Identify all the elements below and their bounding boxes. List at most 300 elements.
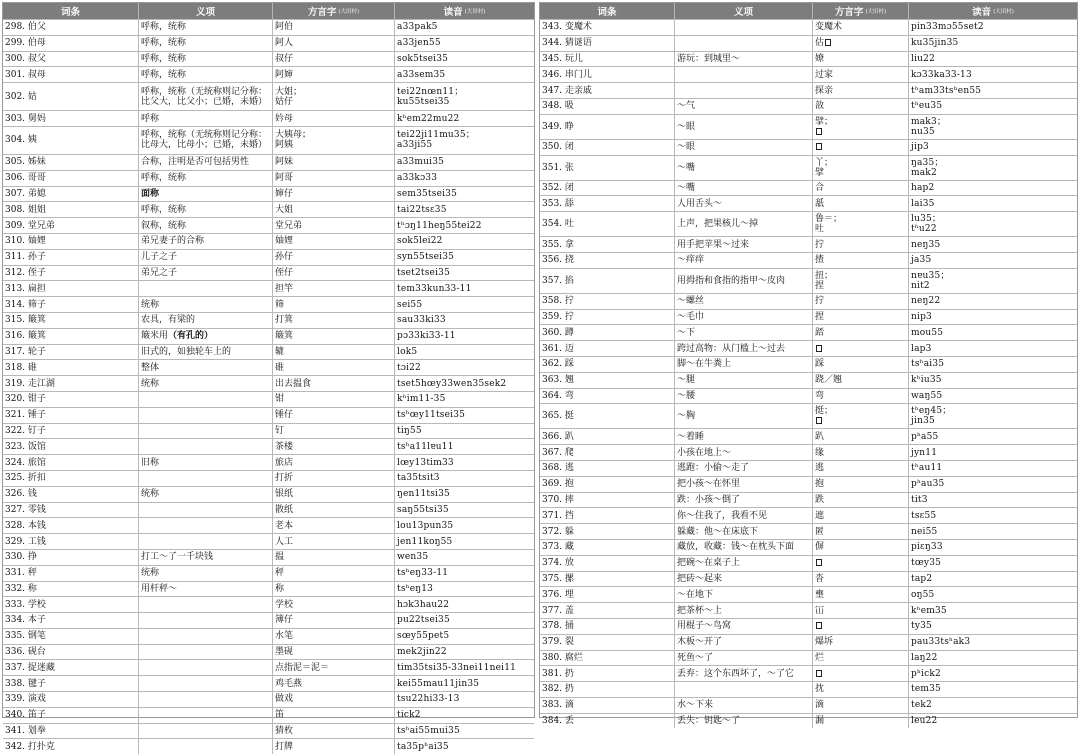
dialect-char-text: 擘； <box>815 116 834 127</box>
term-cell: 366. 趴 <box>540 429 675 444</box>
dialect-char-text: 学校 <box>275 599 294 610</box>
dialect-char-wrap <box>275 584 284 594</box>
dialect-char-cell <box>273 111 395 126</box>
meaning-cell: 合称，注明是否可包括男性 <box>139 155 273 170</box>
dialect-char-wrap <box>275 221 302 231</box>
table-row <box>3 186 534 202</box>
term-cell: 335. 钢笔 <box>3 629 139 644</box>
dialect-char-wrap <box>275 505 293 515</box>
dialect-char-wrap <box>275 236 293 246</box>
pronunciation-cell: kei55mau11jin35 <box>397 678 480 689</box>
dialect-char-text: 跷／翘 <box>815 375 843 386</box>
dialect-char-text: 沓 <box>815 573 825 584</box>
dialect-char-text: 打折 <box>275 473 294 484</box>
term-cell: 383. 滴 <box>540 698 675 713</box>
meaning-cell: 小孩在地上～ <box>675 445 813 460</box>
dialect-char-text: 打箕 <box>275 315 294 326</box>
dialect-char-wrap <box>275 157 293 167</box>
dialect-char-wrap <box>815 574 824 584</box>
pronunciation-cell: a33pak5 <box>397 22 438 33</box>
pronunciation-cell: hɔk3hau22 <box>397 599 450 610</box>
table-header <box>540 3 1077 19</box>
dialect-char-wrap <box>815 359 824 369</box>
table-row <box>540 523 1077 539</box>
dialect-char-text: 老本 <box>275 520 294 531</box>
pronunciation-cell: tʰeŋ45； jin35 <box>911 406 952 427</box>
meaning-cell: 用杆秤～ <box>139 582 273 597</box>
pronunciation-cell: tɔi22 <box>397 362 421 373</box>
term-cell: 372. 躲 <box>540 524 675 539</box>
dialect-char-text: 碓 <box>275 362 285 373</box>
meaning-cell: ～嘴 <box>675 156 813 180</box>
pronunciation-cell: ku35jin35 <box>911 38 959 49</box>
dialect-char-text: 钉 <box>275 425 285 436</box>
pronunciation-cell: sei55 <box>397 299 423 310</box>
meaning-cell: 躲藏：他～在床底下 <box>675 524 813 539</box>
dialect-char-text: 抌 <box>815 684 825 695</box>
meaning-cell: 弟兄之子 <box>139 266 273 281</box>
meaning-cell <box>675 36 813 51</box>
meaning-cell: 把碗～在桌子上 <box>675 556 813 571</box>
dialect-char-cell <box>813 666 909 681</box>
term-cell: 369. 抱 <box>540 477 675 492</box>
dialect-char-wrap <box>275 615 293 625</box>
dialect-char-cell <box>813 156 909 180</box>
dialect-char-wrap <box>275 205 293 215</box>
meaning-cell: 死鱼～了 <box>675 651 813 666</box>
dialect-char-text: 揸 <box>815 255 825 266</box>
pronunciation-cell: tai22tsɛ35 <box>397 204 447 215</box>
dialect-char-cell <box>813 587 909 602</box>
term-cell: 312. 侄子 <box>3 266 139 281</box>
pronunciation-cell: tick2 <box>397 710 421 721</box>
dialect-char-cell <box>273 534 395 549</box>
table-row <box>540 293 1077 309</box>
term-cell: 361. 迈 <box>540 341 675 356</box>
term-cell: 339. 演戏 <box>3 692 139 707</box>
dialect-char-cell <box>273 739 395 754</box>
meaning-cell: 游玩：到城里～ <box>675 52 813 67</box>
dialect-char-text: 鸡毛燕 <box>275 678 303 689</box>
dialect-char-cell <box>273 171 395 186</box>
dialect-char-text: 钳 <box>275 394 285 405</box>
dialect-char-cell <box>273 345 395 360</box>
dialect-char-wrap <box>275 379 311 389</box>
term-cell: 320. 钳子 <box>3 392 139 407</box>
dialect-char-text: 大姐 <box>275 204 294 215</box>
pronunciation-cell: ŋen11tsi35 <box>397 489 450 500</box>
dialect-char-text: 估 <box>815 38 825 49</box>
pronunciation-cell: tim35tsi35-33nei11nei11 <box>397 662 517 673</box>
pronunciation-cell: a33mui35 <box>397 157 445 168</box>
pronunciation-cell: lu35； tʰu22 <box>911 214 942 235</box>
meaning-cell: ～胸 <box>675 404 813 428</box>
dialect-char-cell <box>813 477 909 492</box>
dialect-char-cell <box>813 619 909 634</box>
missing-glyph-box <box>816 417 822 424</box>
table-row <box>540 324 1077 340</box>
header-pronunciation <box>909 3 1077 19</box>
meaning-cell <box>139 392 273 407</box>
dialect-char-cell <box>813 508 909 523</box>
dialect-char-cell <box>273 250 395 265</box>
table-row <box>3 454 534 470</box>
dialect-char-wrap <box>815 271 833 291</box>
pronunciation-cell: hap2 <box>911 182 935 193</box>
term-cell: 300. 叔父 <box>3 52 139 67</box>
term-cell: 359. 拧 <box>540 310 675 325</box>
dialect-char-text: 踎 <box>815 327 825 338</box>
table-row <box>3 723 534 739</box>
dialect-char-wrap <box>275 647 293 657</box>
pronunciation-cell: ŋa35； mak2 <box>911 157 944 178</box>
dialect-char-cell <box>273 297 395 312</box>
dialect-char-cell <box>273 20 395 35</box>
meaning-cell: 丢弃：这个东西坏了，～了它 <box>675 666 813 681</box>
dialect-char-wrap <box>815 328 824 338</box>
term-cell: 377. 盖 <box>540 603 675 618</box>
dialect-char-cell <box>273 313 395 328</box>
dialect-char-text: 偋 <box>815 542 825 553</box>
dialect-char-wrap <box>275 473 293 483</box>
meaning-cell <box>139 424 273 439</box>
term-cell: 342. 打扑克 <box>3 739 139 754</box>
meaning-cell: 水～下来 <box>675 698 813 713</box>
meaning-cell <box>139 408 273 423</box>
meaning-text: 簸米用 <box>141 331 169 342</box>
table-row <box>3 154 534 170</box>
pronunciation-cell: pɔ33ki33-11 <box>397 331 456 342</box>
meaning-cell: 用棍子～鸟窝 <box>675 619 813 634</box>
dialect-char-cell <box>813 682 909 697</box>
dialect-char-wrap <box>275 521 293 531</box>
dialect-char-cell <box>273 202 395 217</box>
term-cell: 360. 蹲 <box>540 325 675 340</box>
dialect-char-text: 敨 <box>815 101 825 112</box>
dialect-char-text: 旅店 <box>275 457 294 468</box>
dialect-char-cell <box>813 429 909 444</box>
pronunciation-cell: mak3； nu35 <box>911 116 947 137</box>
table-row <box>540 634 1077 650</box>
term-cell: 336. 砚台 <box>3 645 139 660</box>
term-cell: 337. 捉迷藏 <box>3 660 139 675</box>
vocabulary-table-left <box>2 2 535 752</box>
dialect-char-cell <box>813 212 909 236</box>
dialect-char-wrap <box>815 700 824 710</box>
table-row <box>3 82 534 110</box>
term-cell: 384. 丢 <box>540 714 675 729</box>
pronunciation-cell: mek2jin22 <box>397 647 447 658</box>
dialect-char-cell <box>813 20 909 35</box>
pronunciation-cell: pʰau35 <box>911 479 945 490</box>
meaning-cell: 统称 <box>139 297 273 312</box>
meaning-cell: 把小孩～在怀里 <box>675 477 813 492</box>
term-cell: 338. 毽子 <box>3 676 139 691</box>
term-cell: 306. 哥哥 <box>3 171 139 186</box>
term-cell: 382. 扔 <box>540 682 675 697</box>
dialect-char-wrap <box>815 214 842 234</box>
meaning-cell: 脚～在牛粪上 <box>675 357 813 372</box>
dialect-char-wrap <box>815 391 824 401</box>
dialect-char-cell <box>813 461 909 476</box>
meaning-cell: 旧式的，如独轮车上的 <box>139 345 273 360</box>
table-row <box>3 249 534 265</box>
dialect-char-text: 嫽 <box>815 53 825 64</box>
header-term-label: 词条 <box>60 7 80 18</box>
table-row <box>540 19 1077 35</box>
table-row <box>3 644 534 660</box>
header-dialect-char-label: 方言字 <box>834 7 864 18</box>
pronunciation-cell: tsʰa11lɐu11 <box>397 441 454 452</box>
dialect-char-wrap <box>815 86 833 96</box>
dialect-char-wrap <box>815 669 822 679</box>
dialect-char-cell <box>273 566 395 581</box>
term-cell: 333. 学校 <box>3 597 139 612</box>
table-row <box>540 539 1077 555</box>
term-cell: 356. 挠 <box>540 253 675 268</box>
dialect-char-cell <box>813 493 909 508</box>
dialect-char-cell <box>813 99 909 114</box>
table-row <box>540 114 1077 139</box>
meaning-cell: 逃跑：小偷～走了 <box>675 461 813 476</box>
dialect-char-text: 秤 <box>275 568 285 579</box>
term-cell: 309. 堂兄弟 <box>3 218 139 233</box>
meaning-cell <box>139 739 273 754</box>
pronunciation-cell: tʰam33tsʰen55 <box>911 85 982 96</box>
dialect-char-cell <box>273 155 395 170</box>
dialect-char-cell <box>813 404 909 428</box>
dialect-char-text: 鲁＝； 吐 <box>815 214 843 235</box>
pronunciation-cell: tset5hœy33wen35sek2 <box>397 378 507 389</box>
term-cell: 315. 簸箕 <box>3 313 139 328</box>
term-cell: 321. 锤子 <box>3 408 139 423</box>
dialect-char-text: 妯娌 <box>275 236 294 247</box>
missing-glyph-box <box>816 622 822 629</box>
meaning-cell <box>139 503 273 518</box>
meaning-cell: 农具，有梁的 <box>139 313 273 328</box>
missing-glyph-box <box>816 559 822 566</box>
table-row <box>540 713 1077 729</box>
dialect-char-text: 侄仔 <box>275 267 294 278</box>
dialect-char-wrap <box>815 542 824 552</box>
term-cell: 376. 埋 <box>540 587 675 602</box>
term-cell: 362. 踩 <box>540 357 675 372</box>
dialect-char-cell <box>813 115 909 139</box>
dialect-char-text: 人工 <box>275 536 294 547</box>
table-row <box>540 51 1077 67</box>
dialect-char-text: 笛 <box>275 710 285 721</box>
meaning-cell: ～气 <box>675 99 813 114</box>
table-row <box>540 476 1077 492</box>
dialect-char-wrap <box>815 344 822 354</box>
missing-glyph-box <box>816 128 822 135</box>
dialect-char-cell <box>813 52 909 67</box>
dialect-char-wrap <box>815 312 824 322</box>
dialect-char-text: 抱 <box>815 479 825 490</box>
pronunciation-cell: tem33kun33-11 <box>397 283 472 294</box>
table-row <box>3 51 534 67</box>
dialect-char-text: 阿妹 <box>275 157 294 168</box>
dialect-char-text: 揾 <box>275 552 285 563</box>
pronunciation-cell: lou13pun35 <box>397 520 454 531</box>
table-row <box>3 217 534 233</box>
dialect-char-cell <box>273 708 395 723</box>
table-row <box>3 423 534 439</box>
meaning-cell: ～眼 <box>675 115 813 139</box>
dialect-char-wrap <box>815 240 824 250</box>
meaning-cell <box>139 534 273 549</box>
dialect-char-cell <box>813 389 909 404</box>
meaning-cell: 呼称 <box>139 111 273 126</box>
table-row <box>540 211 1077 236</box>
pronunciation-cell: nip3 <box>911 311 932 322</box>
table-row <box>3 438 534 454</box>
term-cell: 352. 闭 <box>540 181 675 196</box>
term-cell: 355. 拿 <box>540 237 675 252</box>
term-cell: 349. 睁 <box>540 115 675 139</box>
dialect-char-text: 扭； 捏 <box>815 270 834 291</box>
dialect-char-cell <box>813 140 909 155</box>
pronunciation-cell: sok5tsei35 <box>397 53 449 64</box>
term-cell: 305. 姊妹 <box>3 155 139 170</box>
header-meaning-label: 义项 <box>195 7 215 18</box>
dialect-char-wrap <box>815 463 824 473</box>
dialect-char-cell <box>273 52 395 67</box>
header-pronunciation-label: 读音 <box>443 7 463 18</box>
term-cell: 348. 吸 <box>540 99 675 114</box>
dialect-char-cell <box>273 360 395 375</box>
dialect-char-wrap <box>815 637 833 647</box>
term-cell: 328. 本钱 <box>3 518 139 533</box>
dialect-char-text: 漏 <box>815 716 825 727</box>
meaning-emphasis: （有孔的） <box>168 331 214 342</box>
term-cell: 370. 摔 <box>540 493 675 508</box>
pronunciation-cell: tei22nœn11； ku55tsei35 <box>397 86 464 107</box>
dialect-char-wrap <box>815 590 824 600</box>
pronunciation-cell: tap2 <box>911 573 933 584</box>
term-cell: 334. 本子 <box>3 613 139 628</box>
pronunciation-cell: lok5 <box>397 346 418 357</box>
table-row <box>3 66 534 82</box>
dialect-char-text: 烂 <box>815 652 825 663</box>
pronunciation-cell: tem35 <box>911 684 941 695</box>
meaning-cell: ～毛巾 <box>675 310 813 325</box>
dialect-char-text: 舐 <box>815 198 825 209</box>
table-row <box>3 359 534 375</box>
dialect-char-cell <box>273 439 395 454</box>
table-row <box>3 233 534 249</box>
dialect-char-wrap <box>815 479 824 489</box>
pronunciation-cell: pau33tsʰak3 <box>911 637 971 648</box>
header-dialect-char-label: 方言字 <box>307 7 337 18</box>
meaning-cell: 旧称 <box>139 455 273 470</box>
meaning-cell: 统称 <box>139 376 273 391</box>
dialect-char-wrap <box>815 296 824 306</box>
dialect-char-text: 孙仔 <box>275 252 294 263</box>
term-cell: 343. 变魔术 <box>540 20 675 35</box>
pronunciation-cell: tsʰœy11tsei35 <box>397 410 466 421</box>
meaning-cell: 上声，把果核儿～掉 <box>675 212 813 236</box>
table-header <box>3 3 534 19</box>
pronunciation-cell: a33jen55 <box>397 38 441 49</box>
dialect-char-text: 银纸 <box>275 489 294 500</box>
dialect-char-text: 滴 <box>815 700 825 711</box>
dialect-char-text: 堂兄弟 <box>275 220 303 231</box>
pronunciation-cell: pʰa55 <box>911 431 939 442</box>
pronunciation-cell: tei22ji11mu35； a33ji55 <box>397 130 475 151</box>
dialect-char-wrap <box>275 458 293 468</box>
pronunciation-cell: a33kɔ33 <box>397 173 438 184</box>
table-row <box>540 139 1077 155</box>
dialect-char-wrap <box>815 448 824 458</box>
dialect-char-cell <box>273 597 395 612</box>
table-row <box>540 195 1077 211</box>
dialect-char-wrap <box>275 710 284 720</box>
table-row <box>3 344 534 360</box>
term-cell: 325. 折扣 <box>3 471 139 486</box>
table-row <box>540 650 1077 666</box>
dialect-char-cell <box>273 67 395 82</box>
dialect-char-text: 婶仔 <box>275 188 294 199</box>
table-row <box>3 19 534 35</box>
term-cell: 327. 零钱 <box>3 503 139 518</box>
term-cell: 332. 称 <box>3 582 139 597</box>
meaning-cell <box>139 724 273 739</box>
dialect-char-text: 辘 <box>275 346 285 357</box>
table-row <box>540 444 1077 460</box>
table-row <box>3 201 534 217</box>
dialect-char-cell <box>273 83 395 110</box>
dialect-char-cell <box>813 714 909 729</box>
term-cell: 378. 捅 <box>540 619 675 634</box>
pronunciation-cell: kɔ33ka33-13 <box>911 69 972 80</box>
dialect-char-cell <box>273 676 395 691</box>
table-row <box>3 502 534 518</box>
table-row <box>540 155 1077 180</box>
dialect-char-text: 大姨母； 阿姨 <box>275 130 312 151</box>
dialect-char-wrap <box>815 406 833 426</box>
dialect-char-cell <box>813 325 909 340</box>
dialect-char-wrap <box>815 684 824 694</box>
meaning-cell <box>139 676 273 691</box>
pronunciation-cell: pu22tsei35 <box>397 615 450 626</box>
table-row <box>540 665 1077 681</box>
pronunciation-cell: tœy35 <box>911 558 942 569</box>
header-dialect-char-note: (大田村) <box>338 9 360 15</box>
pronunciation-cell: tsʰeŋ33-11 <box>397 568 449 579</box>
table-row <box>3 691 534 707</box>
dialect-char-wrap <box>275 600 293 610</box>
pronunciation-cell: tsʰai35 <box>911 359 945 370</box>
dialect-char-text: 茶楼 <box>275 441 294 452</box>
dialect-char-text: 挺； <box>815 406 834 417</box>
dialect-char-cell <box>813 310 909 325</box>
dialect-char-wrap <box>275 552 284 562</box>
dialect-char-text: 趴 <box>815 431 825 442</box>
table-row <box>3 391 534 407</box>
term-cell: 365. 挺 <box>540 404 675 428</box>
pronunciation-cell: jip3 <box>911 142 929 153</box>
dialect-char-text: 出去揾食 <box>275 378 312 389</box>
meaning-cell: 整体 <box>139 360 273 375</box>
table-row <box>540 507 1077 523</box>
table-row <box>540 388 1077 404</box>
header-meaning <box>139 3 273 19</box>
table-row <box>540 340 1077 356</box>
header-pronunciation-note: (大田村) <box>993 9 1014 15</box>
dialect-char-cell <box>273 376 395 391</box>
dialect-char-wrap <box>815 117 833 137</box>
